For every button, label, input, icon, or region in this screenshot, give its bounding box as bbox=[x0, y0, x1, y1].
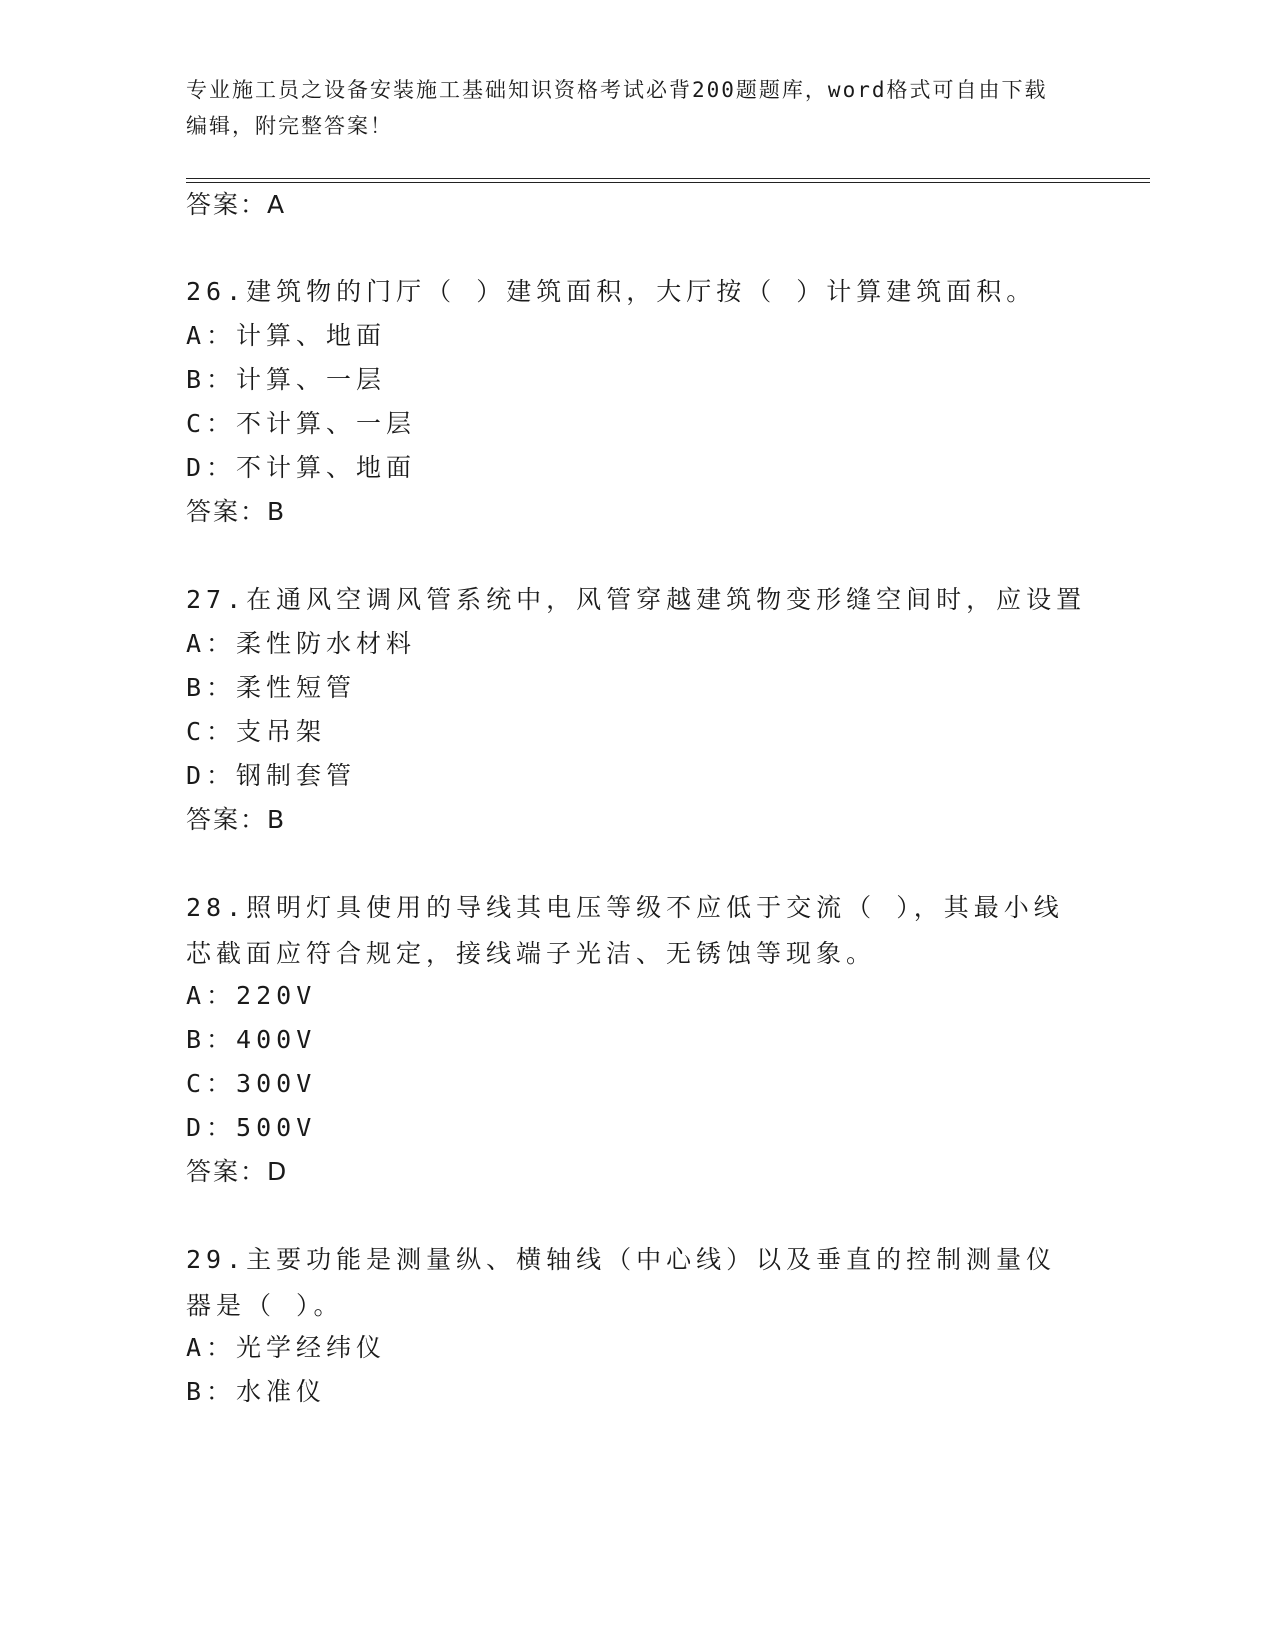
question-stem: 28.照明灯具使用的导线其电压等级不应低于交流（ ），其最小线芯截面应符合规定，接线端子光洁、无锈蚀等现象。 bbox=[186, 893, 1064, 968]
header-divider-top bbox=[186, 178, 1150, 179]
question-option: A：220V bbox=[186, 981, 317, 1010]
header-divider-bottom bbox=[186, 182, 1150, 183]
answer-label: 答案：A bbox=[186, 190, 287, 219]
question-option: C：300V bbox=[186, 1069, 317, 1098]
question-option: A：光学经纬仪 bbox=[186, 1333, 387, 1362]
question-option: A：计算、地面 bbox=[186, 321, 387, 350]
question-option: D：钢制套管 bbox=[186, 761, 357, 790]
question-option: A：柔性防水材料 bbox=[186, 629, 417, 658]
question-option: B：计算、一层 bbox=[186, 365, 387, 394]
question-option: D：不计算、地面 bbox=[186, 453, 417, 482]
question-option: C：不计算、一层 bbox=[186, 409, 417, 438]
question-option: B：400V bbox=[186, 1025, 317, 1054]
answer-label: 答案：D bbox=[186, 1157, 289, 1186]
answer-label: 答案：B bbox=[186, 805, 287, 834]
question-option: D：500V bbox=[186, 1113, 317, 1142]
document-header: 专业施工员之设备安装施工基础知识资格考试必背200题题库，word格式可自由下载编辑，附完整答案！ bbox=[186, 78, 1048, 138]
question-option: B：柔性短管 bbox=[186, 673, 357, 702]
question-option: C：支吊架 bbox=[186, 717, 327, 746]
question-stem: 26.建筑物的门厅（ ）建筑面积，大厅按（ ）计算建筑面积。 bbox=[186, 277, 1037, 306]
answer-label: 答案：B bbox=[186, 497, 287, 526]
question-stem: 27.在通风空调风管系统中，风管穿越建筑物变形缝空间时，应设置 bbox=[186, 585, 1087, 614]
question-stem: 29.主要功能是测量纵、横轴线（中心线）以及垂直的控制测量仪器是（ ）。 bbox=[186, 1245, 1057, 1320]
question-option: B：水准仪 bbox=[186, 1377, 327, 1406]
